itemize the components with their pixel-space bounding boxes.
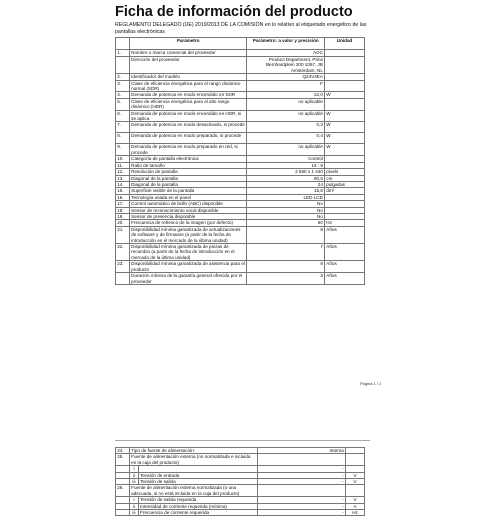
value-cell: LED LCD xyxy=(247,194,325,200)
document-title: Ficha de información del producto xyxy=(115,4,353,20)
unit-cell: Años xyxy=(325,273,365,285)
parameter-cell: Tensión de entrada xyxy=(138,472,257,478)
sub-index-cell: iii xyxy=(129,479,138,485)
value-cell: 60 xyxy=(247,220,325,226)
value-cell: 8 xyxy=(247,226,325,243)
sub-index-cell: i xyxy=(129,466,138,472)
row-number: 5. xyxy=(116,98,130,110)
page-separator xyxy=(115,440,370,441)
value-cell: no aplicable xyxy=(247,144,325,156)
unit-cell: W xyxy=(325,122,365,133)
value-cell: 15,6 xyxy=(247,188,325,194)
parameter-cell: Fuente de alimentación externa normalizada (o una adecuada, si no está incluida en la caja del producto) xyxy=(129,485,257,497)
table-row xyxy=(116,510,365,516)
row-number: 19. xyxy=(116,213,130,219)
sub-index-cell: ii xyxy=(129,503,138,509)
unit-cell: Años xyxy=(325,226,365,243)
header-cell: Unidad xyxy=(325,38,365,50)
value-cell: - xyxy=(258,503,346,509)
row-number: 1. xyxy=(116,50,130,57)
value-cell: no aplicable xyxy=(247,98,325,110)
row-number: 17. xyxy=(116,201,130,207)
unit-cell: V xyxy=(346,479,365,485)
row-number: 13. xyxy=(116,175,130,181)
row-number: 23. xyxy=(116,261,130,273)
parameter-cell: Duración mínima de la garantía general ofrecida por el proveedor xyxy=(129,273,246,285)
parameter-cell: Demanda de potencia en modo preparado en red, si procede xyxy=(129,144,246,156)
value-cell: Q24V4EA xyxy=(247,74,325,80)
parameter-cell: Sensor de presencia disponible xyxy=(129,213,246,219)
value-cell: 3 xyxy=(247,273,325,285)
value-cell: Interna xyxy=(258,448,346,454)
unit-cell: Años xyxy=(325,261,365,273)
unit-cell: Hz xyxy=(346,510,365,516)
value-cell: Product Department, Prins Bernhardplein 200 1097, JB Amsterdam, NL xyxy=(247,57,325,74)
row-number: 20. xyxy=(116,220,130,226)
value-cell: 24 xyxy=(247,181,325,187)
parameter-cell: Superficie visible de la pantalla xyxy=(129,188,246,194)
row-number: 6. xyxy=(116,110,130,122)
value-cell: 16 : 9 xyxy=(247,162,325,168)
parameter-cell: Tecnología usada en el panel xyxy=(129,194,246,200)
row-number: 2. xyxy=(116,74,130,80)
table-row xyxy=(116,485,365,497)
parameter-cell: Tensión de salida requerida xyxy=(138,497,257,503)
value-cell: no aplicable xyxy=(247,110,325,122)
parameter-cell: Demanda de potencia en modo desactivado, si procede xyxy=(129,122,246,133)
value-cell: - xyxy=(258,479,346,485)
row-number: 3. xyxy=(116,80,130,92)
row-number: 14. xyxy=(116,181,130,187)
row-number: 24. xyxy=(116,448,130,454)
unit-cell xyxy=(325,98,365,110)
unit-cell: Hz xyxy=(325,220,365,226)
regulation-reference: REGLAMENTO DELEGADO (UE) 2019/2013 DE LA COMISIÓN en lo relativo al etiquetado energético de las pantallas electrónicas xyxy=(115,22,367,35)
row-number xyxy=(116,57,130,74)
value-cell: F xyxy=(247,80,325,92)
value-cell: No xyxy=(247,207,325,213)
table-row xyxy=(116,122,365,133)
header-cell: Parámetro xyxy=(129,38,246,50)
parameter-cell: Identificador del modelo xyxy=(129,74,246,80)
header-cell xyxy=(116,38,130,50)
unit-cell: A xyxy=(346,503,365,509)
row-number: 11. xyxy=(116,162,130,168)
row-number: 10. xyxy=(116,156,130,162)
power-supply-table xyxy=(115,447,365,516)
unit-cell xyxy=(346,485,365,497)
unit-cell: dm² xyxy=(325,188,365,194)
value-cell: 0,4 xyxy=(247,133,325,144)
table-row xyxy=(116,144,365,156)
table-header-row xyxy=(116,38,365,50)
parameter-cell: Frecuencia de corriente requerida xyxy=(138,510,257,516)
parameter-cell: Disponibilidad mínima garantizada de actualizaciones de software y de firmware (a partir de la fecha de introducción en el mercado de la última unidad) xyxy=(129,226,246,243)
unit-cell xyxy=(325,57,365,74)
unit-cell: V xyxy=(346,472,365,478)
parameter-cell: Demanda de potencia en modo preparado, si procede xyxy=(129,133,246,144)
table-row xyxy=(116,80,365,92)
parameter-cell: Control automático de brillo (ABC) disponible xyxy=(129,201,246,207)
sub-index-cell: ii xyxy=(129,472,138,478)
sub-index-cell: iii xyxy=(129,510,138,516)
unit-cell xyxy=(325,80,365,92)
parameter-cell: Resolución de pantalla xyxy=(129,169,246,175)
parameter-cell: Frecuencia de refresco de la imagen (por defecto) xyxy=(129,220,246,226)
unit-cell: W xyxy=(325,133,365,144)
value-cell: Control xyxy=(247,156,325,162)
header-cell: Parámetro: a valor y precisión xyxy=(247,38,325,50)
unit-cell: pulgadas xyxy=(325,181,365,187)
parameter-cell: Clase de eficiencia energética para el rango dinámico normal (SDR) xyxy=(129,80,246,92)
unit-cell: W xyxy=(325,110,365,122)
value-cell: 0,3 xyxy=(247,122,325,133)
value-cell: 7 xyxy=(247,243,325,260)
parameter-cell: Intensidad de corriente requerida (mínima) xyxy=(138,503,257,509)
row-number xyxy=(116,510,130,516)
value-cell: - xyxy=(258,497,346,503)
parameter-cell: Ratio de tamaño xyxy=(129,162,246,168)
parameter-cell: Demanda de potencia en modo encendido en HDR, si se aplica xyxy=(129,110,246,122)
value-cell: 22,0 xyxy=(247,92,325,98)
row-number: 26. xyxy=(116,485,130,497)
unit-cell: Años xyxy=(325,243,365,260)
parameter-cell: Disponibilidad mínima garantizada de asistencia para el producto xyxy=(129,261,246,273)
row-number: 8. xyxy=(116,133,130,144)
parameter-cell: Disponibilidad mínima garantizada de piezas de recambio (a partir de la fecha de introducción en el mercado de la última unidad) xyxy=(129,243,246,260)
unit-cell: V xyxy=(346,497,365,503)
product-info-table xyxy=(115,37,365,285)
value-cell: - xyxy=(258,472,346,478)
row-number: 25. xyxy=(116,454,130,466)
parameter-cell: Sensor de reconocimiento vocal disponible xyxy=(129,207,246,213)
page-number: Página 1 / 2 xyxy=(360,381,382,386)
table-row xyxy=(116,133,365,144)
value-cell: No xyxy=(247,201,325,207)
row-number: 12. xyxy=(116,169,130,175)
value-cell: AOC xyxy=(247,50,325,57)
table-row xyxy=(116,110,365,122)
table-row xyxy=(116,454,365,466)
table-row xyxy=(116,98,365,110)
parameter-cell: Tensión de salida xyxy=(138,479,257,485)
unit-cell: W xyxy=(325,144,365,156)
table-row xyxy=(116,243,365,260)
parameter-cell: Demanda de potencia en modo encendido en SDR xyxy=(129,92,246,98)
parameter-cell: Categoría de pantalla electrónica xyxy=(129,156,246,162)
value-cell: - xyxy=(258,510,346,516)
parameter-cell: Nombre o marca comercial del proveedor xyxy=(129,50,246,57)
row-number: 18. xyxy=(116,207,130,213)
unit-cell: W xyxy=(325,92,365,98)
parameter-cell: Diagonal de la pantalla xyxy=(129,175,246,181)
unit-cell: píxels xyxy=(325,169,365,175)
value-cell: 2 560 x 1 440 xyxy=(247,169,325,175)
unit-cell: cm xyxy=(325,175,365,181)
row-number: 16. xyxy=(116,194,130,200)
parameter-cell: Dirección del proveedor xyxy=(129,57,246,74)
row-number xyxy=(116,273,130,285)
value-cell: 60,5 xyxy=(247,175,325,181)
unit-cell xyxy=(346,454,365,466)
unit-cell xyxy=(325,50,365,57)
table-row xyxy=(116,226,365,243)
row-number: 9. xyxy=(116,144,130,156)
table-row xyxy=(116,57,365,74)
sub-index-cell: i xyxy=(129,497,138,503)
row-number: 15. xyxy=(116,188,130,194)
parameter-cell: Fuente de alimentación externa (no normalizada e incluida en la caja del producto) xyxy=(129,454,257,466)
parameter-cell: Tipo de fuente de alimentación: xyxy=(129,448,257,454)
row-number: 4. xyxy=(116,92,130,98)
value-cell: No xyxy=(247,213,325,219)
value-cell: - xyxy=(258,466,346,472)
value-cell: 8 xyxy=(247,261,325,273)
row-number: 22. xyxy=(116,243,130,260)
parameter-cell: Clase de eficiencia energética para el alto rango dinámico (HDR) xyxy=(129,98,246,110)
value-cell xyxy=(258,485,346,497)
row-number: 21. xyxy=(116,226,130,243)
value-cell xyxy=(258,454,346,466)
table-row xyxy=(116,50,365,57)
row-number: 7. xyxy=(116,122,130,133)
table-row xyxy=(116,273,365,285)
table-row xyxy=(116,261,365,273)
parameter-cell: Diagonal de la pantalla xyxy=(129,181,246,187)
